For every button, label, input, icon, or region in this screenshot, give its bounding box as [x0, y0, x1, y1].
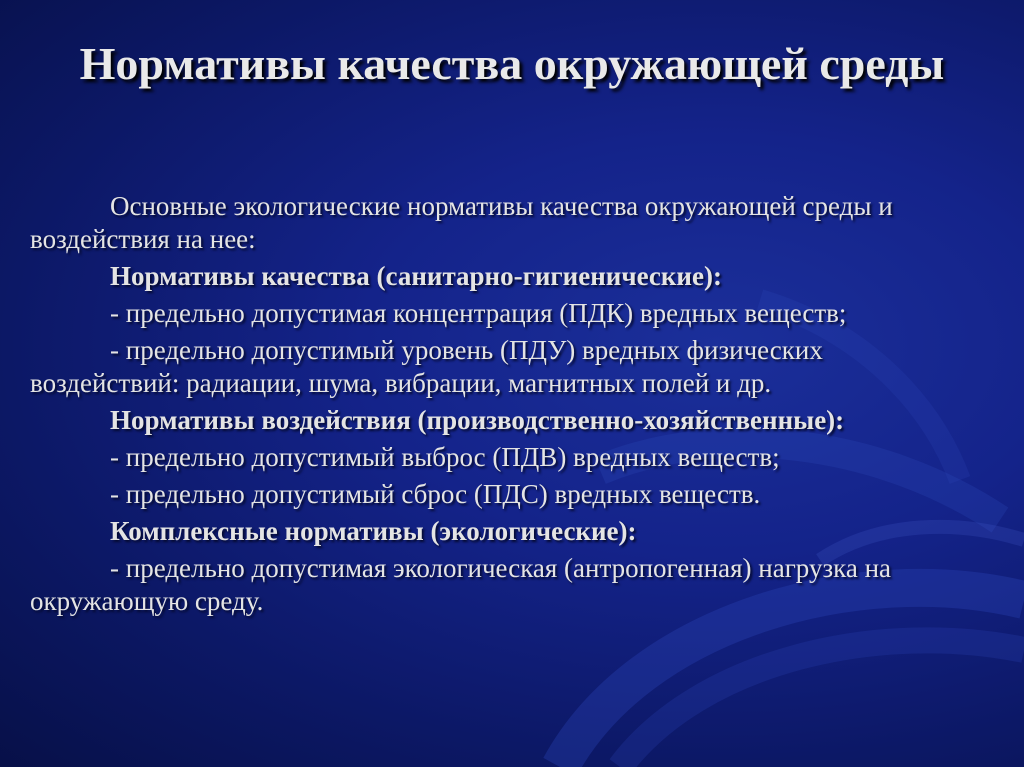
list-item-pds: - предельно допустимый сброс (ПДС) вредных веществ.	[110, 479, 761, 509]
list-item-pdv: - предельно допустимый выброс (ПДВ) вредных веществ;	[110, 442, 780, 472]
list-item-pdu: - предельно допустимый уровень (ПДУ) вредных физических воздействий: радиации, шума, вибрации, магнитных полей и др.	[30, 335, 823, 398]
slide-title: Нормативы качества окружающей среды	[79, 38, 945, 89]
list-item-ecological-load: - предельно допустимая экологическая (антропогенная) нагрузка на окружающую среду.	[30, 553, 891, 616]
quality-standards-heading: Нормативы качества (санитарно-гигиенические):	[110, 261, 722, 291]
intro-paragraph: Основные экологические нормативы качества окружающей среды и воздействия на нее:	[30, 191, 893, 254]
slide-body	[30, 190, 965, 618]
list-item-pdk: - предельно допустимая концентрация (ПДК) вредных веществ;	[110, 298, 847, 328]
impact-standards-heading: Нормативы воздействия (производственно-хозяйственные):	[110, 405, 845, 435]
complex-standards-heading: Комплексные нормативы (экологические):	[110, 516, 637, 546]
